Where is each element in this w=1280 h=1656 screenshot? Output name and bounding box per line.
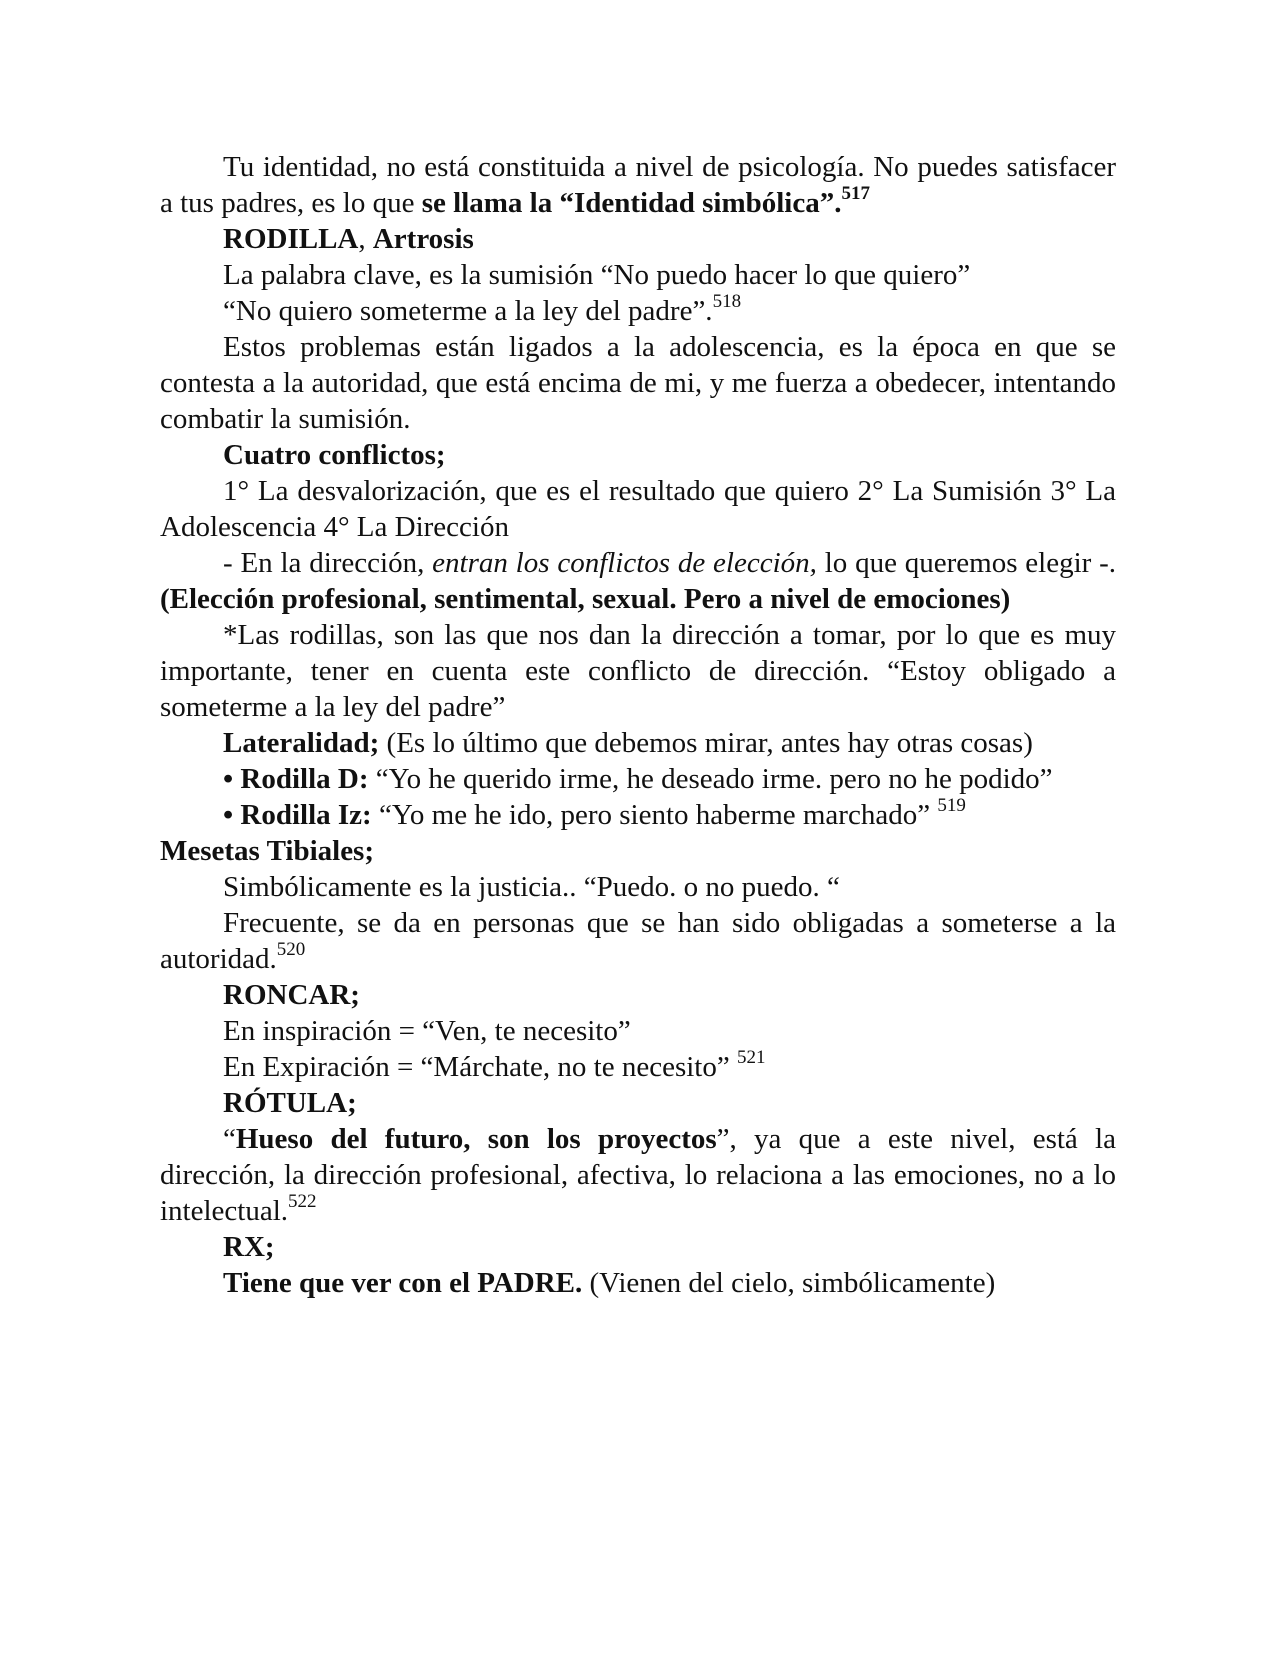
paragraph-lateralidad bbox=[160, 725, 1116, 761]
bold-text: Tiene que ver con el PADRE. bbox=[223, 1267, 583, 1299]
footnote-ref-520: 520 bbox=[276, 939, 306, 961]
heading-lateralidad: Lateralidad; bbox=[223, 727, 380, 759]
paragraph-adolescencia: Estos problemas están ligados a la adolescencia, es la época en que se contesta a la autoridad, que está encima de mi, y me fuerza a obedecer, intentando combatir la sumisión. bbox=[160, 331, 1116, 435]
text: (Es lo último que debemos mirar, antes hay otras cosas) bbox=[379, 727, 1033, 759]
italic-text: entran los conflictos de elección, bbox=[432, 547, 817, 579]
paragraph-hueso-futuro bbox=[160, 1121, 1116, 1229]
bold-text: • Rodilla D: bbox=[223, 763, 369, 795]
heading-rotula: RÓTULA; bbox=[223, 1087, 357, 1119]
heading-rodilla bbox=[160, 221, 1116, 257]
paragraph-identidad bbox=[160, 149, 1116, 221]
bold-text: (Elección profesional, sentimental, sexual. Pero a nivel de emociones) bbox=[160, 583, 1011, 615]
heading-rx: RX; bbox=[223, 1231, 275, 1263]
heading-artrosis: Artrosis bbox=[372, 223, 474, 255]
paragraph-padre bbox=[160, 1265, 1116, 1301]
list-item-rodilla-d bbox=[160, 761, 1116, 797]
paragraph-palabra-clave: La palabra clave, es la sumisión “No puedo hacer lo que quiero” bbox=[223, 259, 971, 291]
text: Tu identidad, no está constituida a nivel de psicología. No puedes satisfacer a tus padres, es lo que bbox=[160, 151, 1116, 219]
paragraph-inspiracion: En inspiración = “Ven, te necesito” bbox=[223, 1015, 631, 1047]
heading-mesetas-tibiales: Mesetas Tibiales; bbox=[160, 835, 375, 867]
separator: , bbox=[358, 223, 373, 255]
footnote-ref-517: 517 bbox=[841, 183, 870, 205]
text: En Expiración = “Márchate, no te necesito” bbox=[223, 1051, 737, 1083]
footnote-ref-518: 518 bbox=[712, 291, 742, 313]
paragraph-ley-padre bbox=[160, 293, 1116, 329]
heading-rodilla-title: RODILLA bbox=[223, 223, 359, 255]
text: ”, ya que a este nivel, está la dirección, la dirección profesional, afectiva, lo relaciona a las emociones, no a lo intelectual. bbox=[160, 1123, 1116, 1227]
bold-text: Hueso del futuro, son los proyectos bbox=[235, 1123, 717, 1155]
text: - En la dirección, bbox=[223, 547, 433, 579]
bold-text: • Rodilla Iz: bbox=[223, 799, 372, 831]
paragraph-conflict-list: 1° La desvalorización, que es el resultado que quiero 2° La Sumisión 3° La Adolescencia 4° La Dirección bbox=[160, 475, 1116, 543]
paragraph-direccion bbox=[160, 545, 1116, 617]
text: (Vienen del cielo, simbólicamente) bbox=[582, 1267, 996, 1299]
text: Frecuente, se da en personas que se han sido obligadas a someterse a la autoridad. bbox=[160, 907, 1116, 975]
heading-cuatro-conflictos: Cuatro conflictos; bbox=[223, 439, 446, 471]
text: lo que queremos elegir -. bbox=[816, 547, 1117, 579]
text: “ bbox=[223, 1123, 236, 1155]
paragraph-rodillas-direccion: *Las rodillas, son las que nos dan la dirección a tomar, por lo que es muy importante, tener en cuenta este conflicto de dirección. “Estoy obligado a someterme a la ley del padre” bbox=[160, 619, 1116, 723]
text: “No quiero someterme a la ley del padre”. bbox=[223, 295, 713, 327]
bold-text: se llama la “Identidad simbólica”. bbox=[421, 187, 842, 219]
list-item-rodilla-iz bbox=[160, 797, 1116, 833]
text: “Yo me he ido, pero siento haberme marchado” bbox=[371, 799, 938, 831]
heading-roncar: RONCAR; bbox=[223, 979, 360, 1011]
text: “Yo he querido irme, he deseado irme. pero no he podido” bbox=[368, 763, 1053, 795]
paragraph-justicia: Simbólicamente es la justicia.. “Puedo. o no puedo. “ bbox=[223, 871, 840, 903]
paragraph-frecuente bbox=[160, 905, 1116, 977]
footnote-ref-522: 522 bbox=[288, 1191, 317, 1213]
footnote-ref-521: 521 bbox=[736, 1047, 766, 1069]
paragraph-expiracion bbox=[160, 1049, 1116, 1085]
footnote-ref-519: 519 bbox=[937, 795, 966, 817]
document-page bbox=[160, 149, 1116, 1301]
